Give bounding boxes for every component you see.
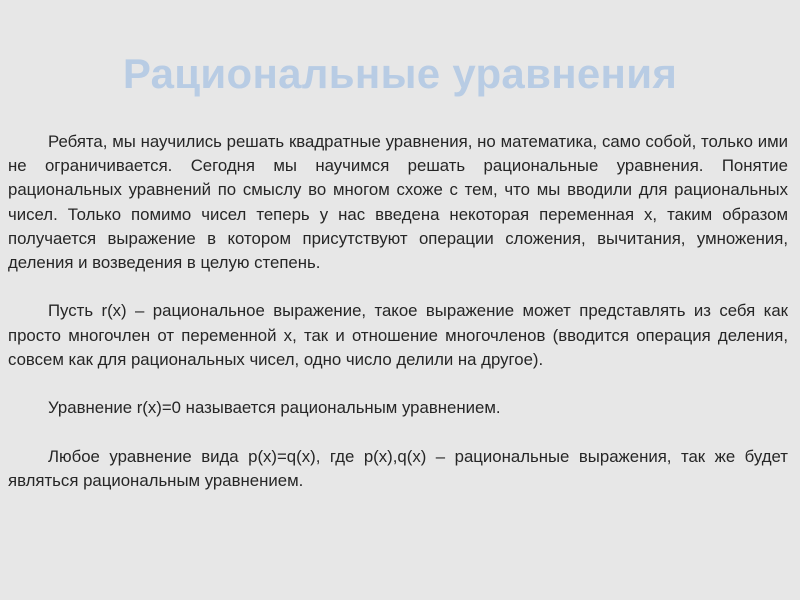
paragraph-equation-definition: Уравнение r(x)=0 называется рациональным уравнением.: [48, 398, 501, 418]
paragraph-general-form: Любое уравнение вида p(x)=q(x), где p(x),q(x) – рациональные выражения, так же будет являться рациональным уравнением.: [8, 446, 788, 490]
paragraph-gap: [8, 275, 788, 299]
paragraph-gap: [8, 420, 788, 444]
paragraph-intro: Ребята, мы научились решать квадратные уравнения, но математика, само собой, только ими не ограничивается. Сегодня мы научимся решать рациональные уравнения. Понятие рациональных уравнений по смыслу во многом схоже с тем, что мы вводили для рациональных чисел. Только помимо чисел теперь у нас введена некоторая переменная x, таким образом получается выражение в котором присутствуют операции сложения, вычитания, умножения, деления и возведения в целую степень.: [8, 132, 788, 273]
paragraph-gap: [8, 372, 788, 396]
slide-title: Рациональные уравнения: [122, 50, 678, 97]
slide-body: [8, 130, 788, 493]
paragraph-rational-expression: Пусть r(x) – рациональное выражение, такое выражение может представлять из себя как просто многочлен от переменной x, так и отношение многочленов (вводится операция деления, совсем как для рациональных чисел, одно число делили на другое).: [8, 301, 788, 369]
